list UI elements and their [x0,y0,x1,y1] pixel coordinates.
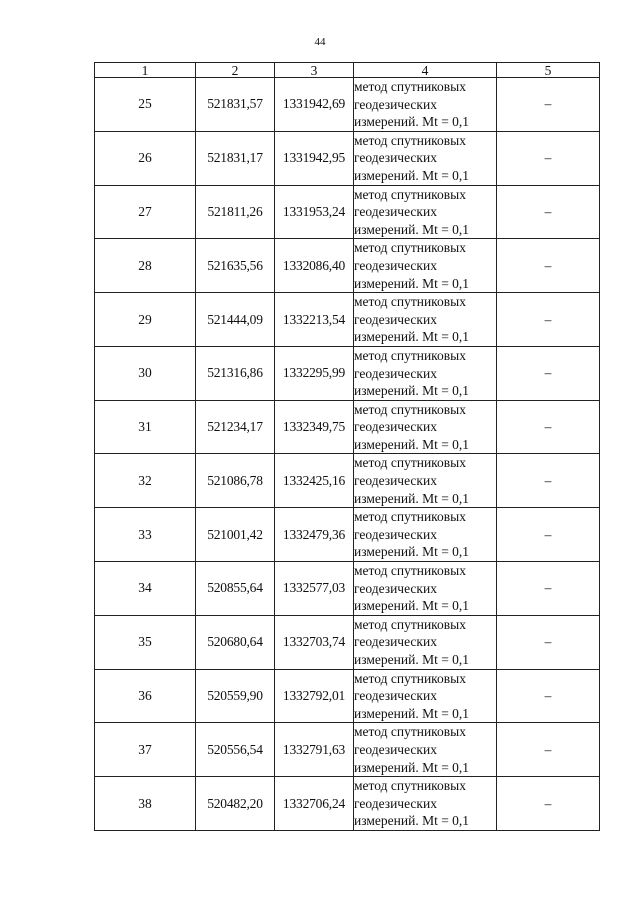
y-coordinate-cell: 1331953,24 [275,185,354,239]
table-row [95,293,600,347]
column-5-cell: – [497,615,600,669]
column-5-cell: – [497,669,600,723]
method-line-2: геодезических [354,419,437,435]
header-col-5: 5 [497,63,600,78]
y-coordinate-cell: 1332792,01 [275,669,354,723]
method-line-3: измерений. Mt = 0,1 [354,598,470,614]
method-line-2: геодезических [354,634,437,650]
method-line-2: геодезических [354,204,437,220]
x-coordinate-cell: 520855,64 [196,562,275,616]
method-line-1: метод спутниковых [354,79,466,94]
method-line-3: измерений. Mt = 0,1 [354,221,470,237]
table-row [95,400,600,454]
column-5-cell: – [497,777,600,831]
method-line-3: измерений. Mt = 0,1 [354,705,470,721]
column-5-cell: – [497,131,600,185]
table-row [95,723,600,777]
point-number-cell: 38 [95,777,196,831]
method-line-1: метод спутниковых [354,401,466,417]
method-line-1: метод спутниковых [354,778,466,794]
table-row [95,185,600,239]
point-number-cell: 32 [95,454,196,508]
x-coordinate-cell: 520482,20 [196,777,275,831]
y-coordinate-cell: 1331942,69 [275,78,354,132]
column-5-cell: – [497,508,600,562]
point-number-cell: 25 [95,78,196,132]
x-coordinate-cell: 520559,90 [196,669,275,723]
point-number-cell: 34 [95,562,196,616]
table-row [95,562,600,616]
table-row [95,777,600,831]
column-5-cell: – [497,239,600,293]
method-line-2: геодезических [354,96,437,112]
y-coordinate-cell: 1332425,16 [275,454,354,508]
method-cell [354,346,497,400]
y-coordinate-cell: 1332791,63 [275,723,354,777]
column-5-cell: – [497,723,600,777]
x-coordinate-cell: 521086,78 [196,454,275,508]
x-coordinate-cell: 520556,54 [196,723,275,777]
method-line-2: геодезических [354,150,437,166]
method-line-3: измерений. Mt = 0,1 [354,544,470,560]
method-line-2: геодезических [354,526,437,542]
method-line-3: измерений. Mt = 0,1 [354,652,470,667]
table-row [95,78,600,132]
x-coordinate-cell: 521001,42 [196,508,275,562]
method-cell [354,777,497,831]
method-line-3: измерений. Mt = 0,1 [354,436,470,452]
method-line-2: геодезических [354,795,437,811]
method-cell [354,78,497,132]
column-5-cell: – [497,346,600,400]
method-line-1: метод спутниковых [354,724,466,740]
coordinates-table [94,62,600,831]
table-row [95,669,600,723]
method-line-1: метод спутниковых [354,670,466,686]
x-coordinate-cell: 521444,09 [196,293,275,347]
x-coordinate-cell: 521234,17 [196,400,275,454]
point-number-cell: 36 [95,669,196,723]
table-header-row [95,63,600,78]
method-line-3: измерений. Mt = 0,1 [354,114,470,130]
method-line-3: измерений. Mt = 0,1 [354,490,470,506]
column-5-cell: – [497,400,600,454]
x-coordinate-cell: 521831,57 [196,78,275,132]
method-cell [354,723,497,777]
column-5-cell: – [497,454,600,508]
method-line-3: измерений. Mt = 0,1 [354,813,470,829]
table-row [95,239,600,293]
method-line-1: метод спутниковых [354,240,466,256]
page-number: 44 [314,36,326,48]
y-coordinate-cell: 1332577,03 [275,562,354,616]
y-coordinate-cell: 1331942,95 [275,131,354,185]
point-number-cell: 26 [95,131,196,185]
y-coordinate-cell: 1332706,24 [275,777,354,831]
y-coordinate-cell: 1332479,36 [275,508,354,562]
method-cell [354,185,497,239]
table-row [95,131,600,185]
method-line-3: измерений. Mt = 0,1 [354,759,470,775]
header-col-1: 1 [95,63,196,78]
table-row [95,346,600,400]
method-line-2: геодезических [354,580,437,596]
x-coordinate-cell: 521316,86 [196,346,275,400]
point-number-cell: 27 [95,185,196,239]
y-coordinate-cell: 1332703,74 [275,615,354,669]
point-number-cell: 29 [95,293,196,347]
method-line-3: измерений. Mt = 0,1 [354,329,470,345]
method-line-2: геодезических [354,257,437,273]
method-line-1: метод спутниковых [354,563,466,579]
point-number-cell: 28 [95,239,196,293]
method-line-3: измерений. Mt = 0,1 [354,275,470,291]
method-line-2: геодезических [354,311,437,327]
x-coordinate-cell: 520680,64 [196,615,275,669]
method-cell [354,454,497,508]
header-col-3: 3 [275,63,354,78]
x-coordinate-cell: 521635,56 [196,239,275,293]
y-coordinate-cell: 1332213,54 [275,293,354,347]
point-number-cell: 31 [95,400,196,454]
y-coordinate-cell: 1332349,75 [275,400,354,454]
column-5-cell: – [497,185,600,239]
x-coordinate-cell: 521811,26 [196,185,275,239]
table-body [95,78,600,831]
method-cell [354,400,497,454]
header-col-4: 4 [354,63,497,78]
point-number-cell: 37 [95,723,196,777]
method-line-1: метод спутниковых [354,294,466,310]
header-col-2: 2 [196,63,275,78]
method-line-2: геодезических [354,688,437,704]
method-cell [354,669,497,723]
column-5-cell: – [497,293,600,347]
method-line-1: метод спутниковых [354,616,466,632]
method-line-1: метод спутниковых [354,132,466,148]
method-cell [354,239,497,293]
column-5-cell: – [497,78,600,132]
method-line-3: измерений. Mt = 0,1 [354,383,470,399]
column-5-cell: – [497,562,600,616]
x-coordinate-cell: 521831,17 [196,131,275,185]
point-number-cell: 33 [95,508,196,562]
method-line-1: метод спутниковых [354,186,466,202]
method-line-1: метод спутниковых [354,455,466,471]
y-coordinate-cell: 1332295,99 [275,346,354,400]
method-line-1: метод спутниковых [354,509,466,525]
table-row [95,508,600,562]
method-line-2: геодезических [354,473,437,489]
table-row [95,454,600,508]
method-cell [354,293,497,347]
method-cell [354,131,497,185]
method-line-1: метод спутниковых [354,347,466,363]
point-number-cell: 35 [95,615,196,669]
method-line-2: геодезических [354,365,437,381]
method-cell [354,615,497,669]
y-coordinate-cell: 1332086,40 [275,239,354,293]
method-line-2: геодезических [354,741,437,757]
method-line-3: измерений. Mt = 0,1 [354,167,470,183]
method-cell [354,562,497,616]
point-number-cell: 30 [95,346,196,400]
table-row [95,615,600,669]
method-cell [354,508,497,562]
